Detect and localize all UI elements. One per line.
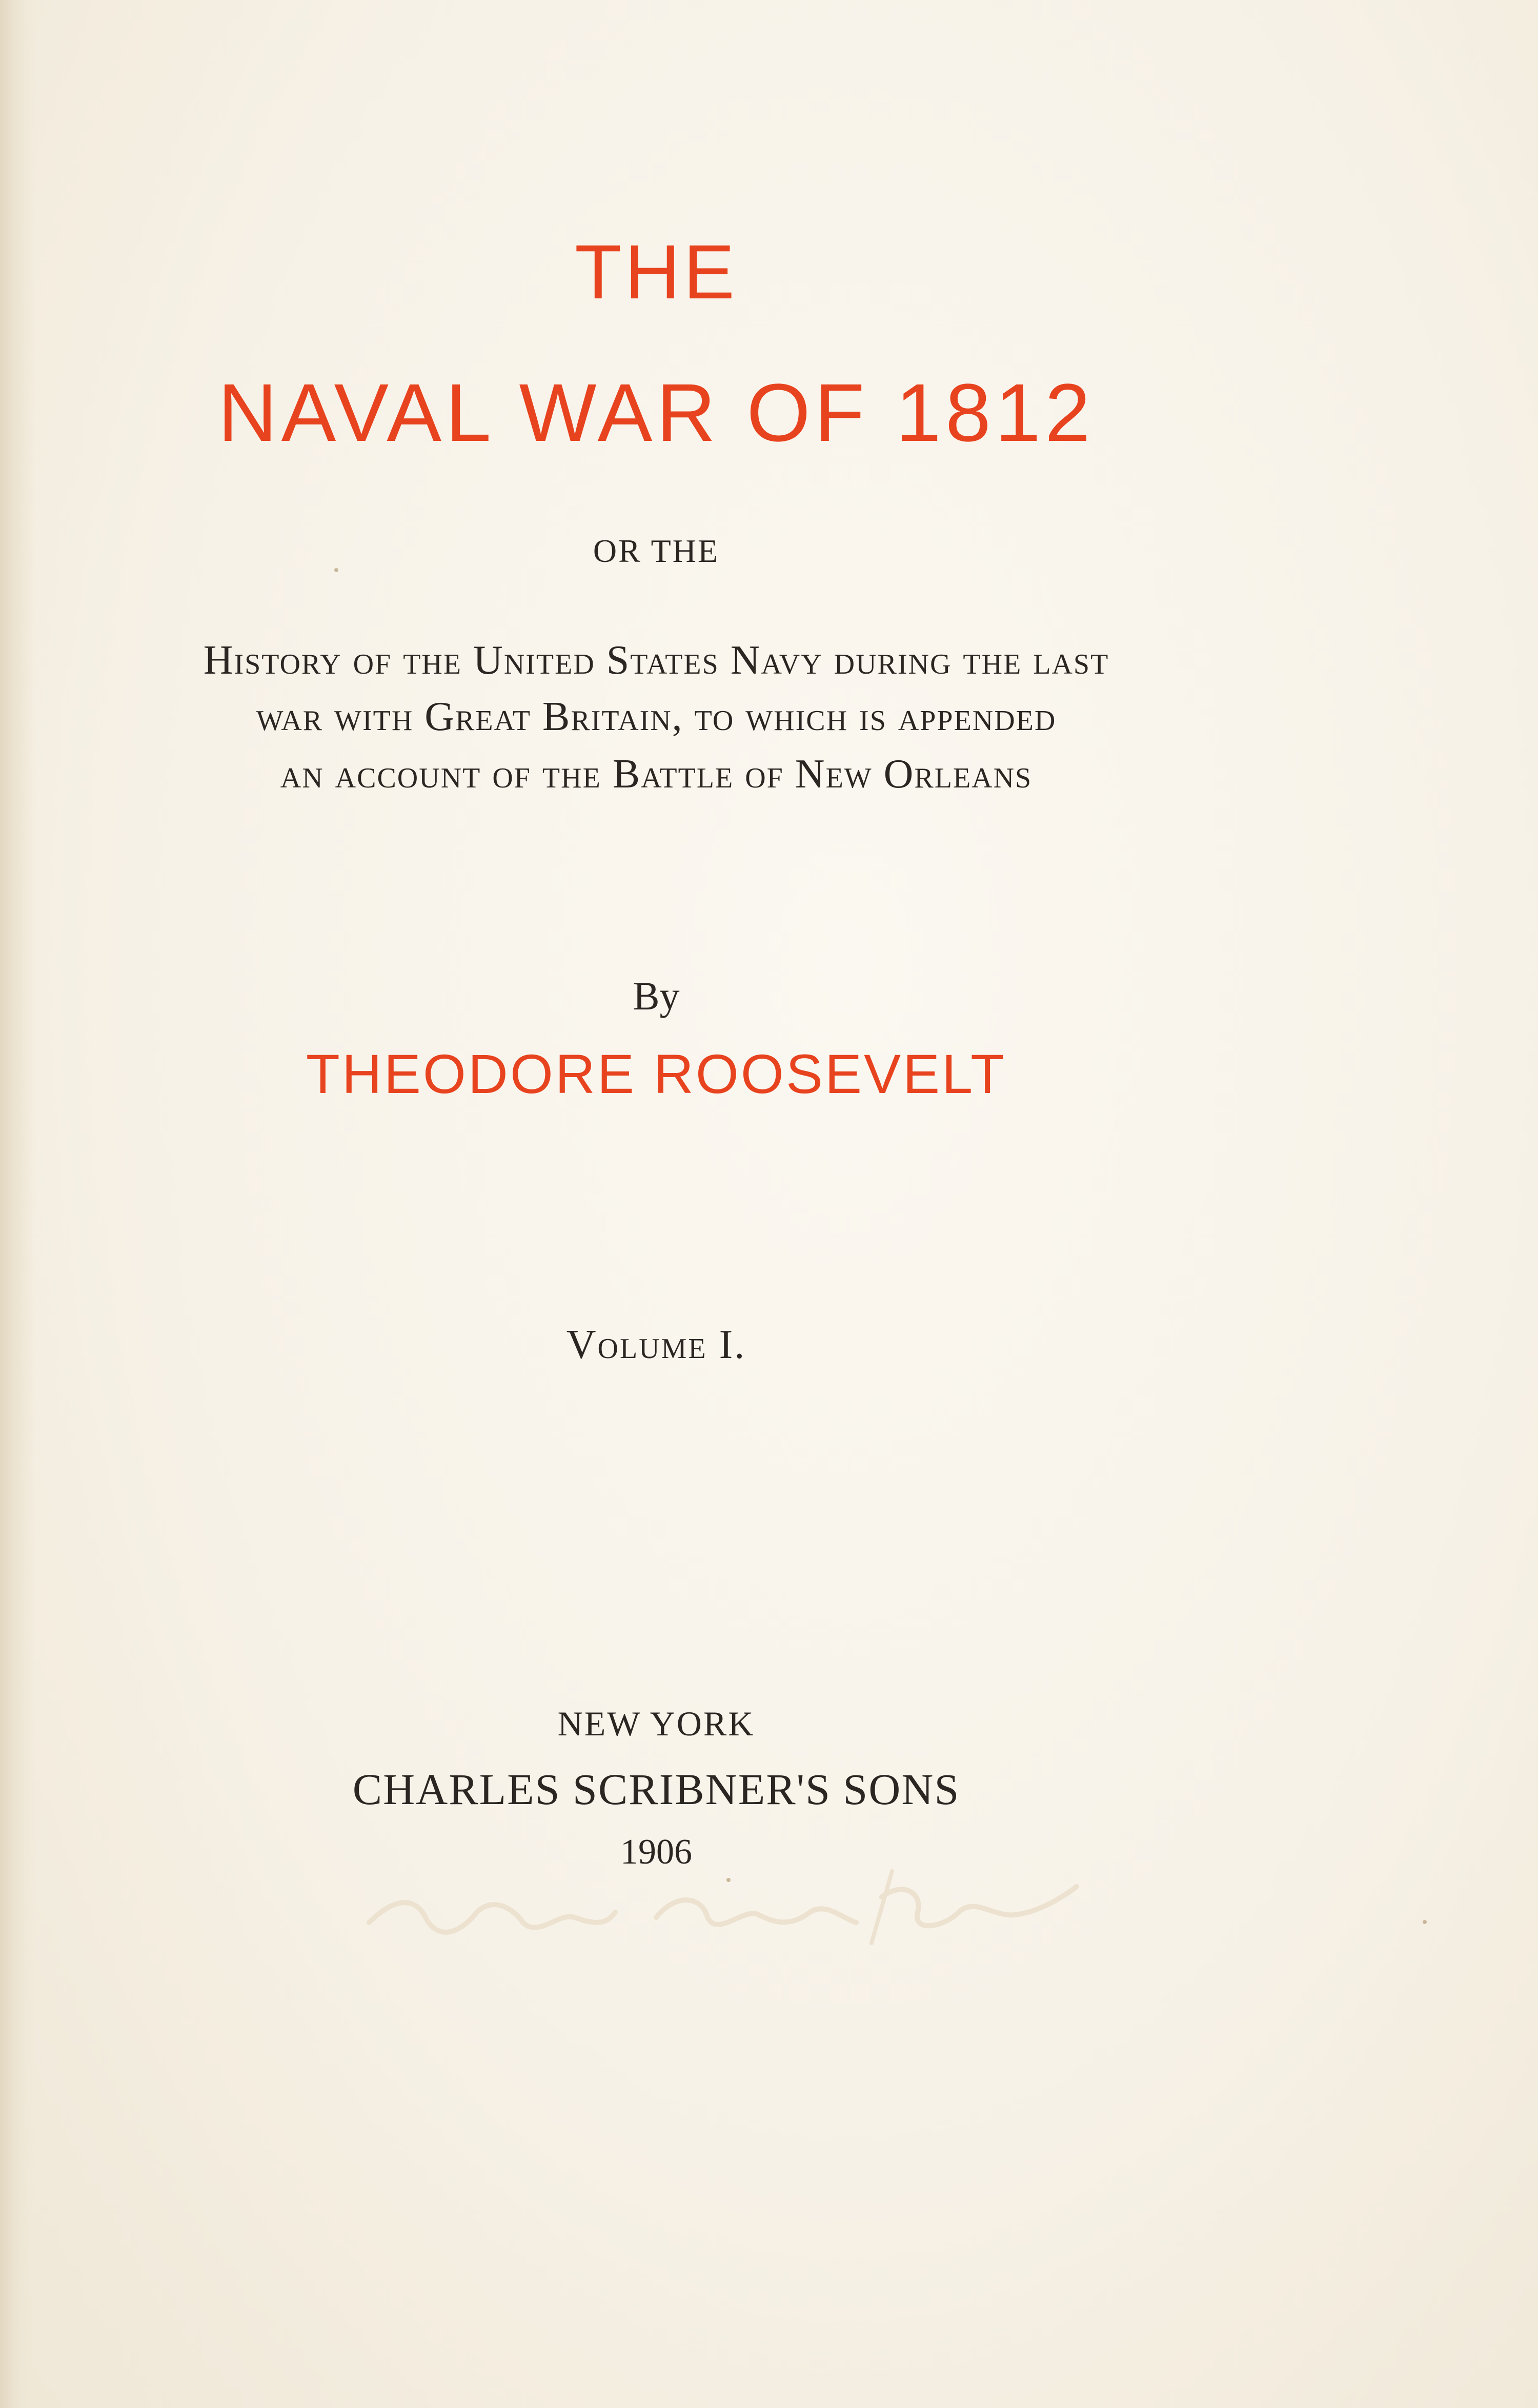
- author-name: THEODORE ROOSEVELT: [306, 1043, 1007, 1105]
- volume-label: Volume I.: [566, 1322, 746, 1367]
- paper-speck: [1423, 1920, 1427, 1924]
- title-the: THE: [575, 229, 738, 315]
- publisher-place: NEW YORK: [557, 1704, 755, 1743]
- spine-shadow: [0, 0, 36, 2408]
- subtitle-line-3: an account of the Battle of New Orleans: [280, 752, 1033, 797]
- subtitle-line-1: History of the United States Navy during the last: [203, 638, 1109, 683]
- publication-year: 1906: [620, 1832, 692, 1872]
- paper-speck: [334, 568, 338, 572]
- by-label: By: [633, 974, 680, 1018]
- subtitle-line-2: war with Great Britain, to which is appended: [256, 694, 1057, 739]
- paper-speck: [726, 1878, 731, 1882]
- publisher-name: CHARLES SCRIBNER'S SONS: [352, 1765, 960, 1814]
- faint-signature-icon: [349, 1851, 1118, 1953]
- or-the-label: OR THE: [593, 533, 720, 569]
- book-title: NAVAL WAR OF 1812: [218, 367, 1095, 458]
